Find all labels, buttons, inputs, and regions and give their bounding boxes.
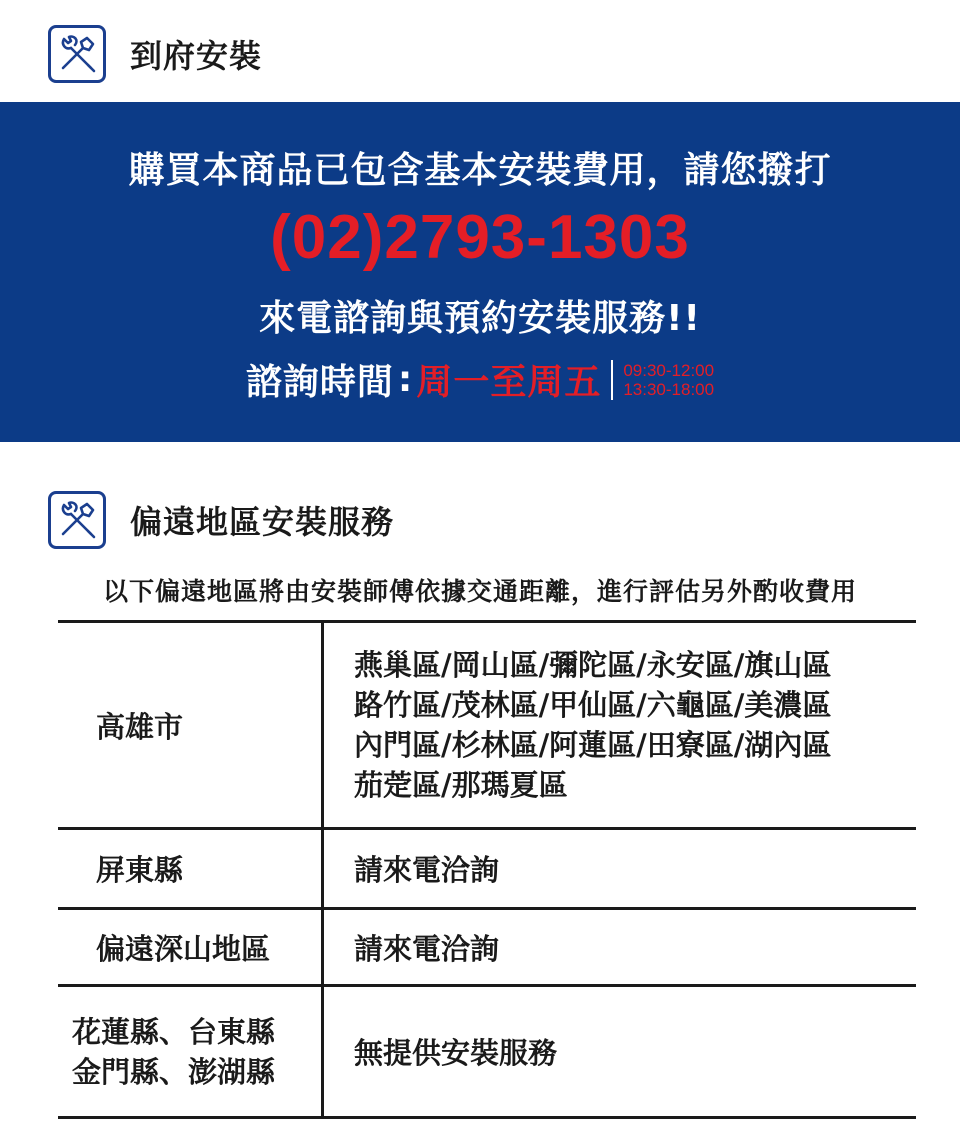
remote-area-header <box>48 488 394 552</box>
hours-colon: : <box>397 359 413 400</box>
region-name: 屏東縣 <box>96 853 184 887</box>
region-name: 高雄市 <box>96 709 184 744</box>
tools-icon <box>48 25 106 83</box>
detail-line: 無提供安裝服務 <box>354 1036 558 1070</box>
contact-banner <box>0 102 960 442</box>
hours-times <box>623 361 714 399</box>
remote-area-intro: 以下偏遠地區將由安裝師傅依據交通距離，進行評估另外酌收費用 <box>102 577 857 606</box>
detail-cell <box>324 830 916 907</box>
region-name: 花蓮縣、台東縣 <box>72 1014 276 1049</box>
hours-days: 周一至周五 <box>416 362 602 403</box>
detail-line: 燕巢區/岡山區/彌陀區/永安區/旗山區 <box>354 648 832 682</box>
hours-divider <box>611 360 613 400</box>
hours-label: 諮詢時間 <box>245 362 394 403</box>
table-row <box>58 827 916 907</box>
detail-line: 茄萣區/那瑪夏區 <box>354 768 568 802</box>
remote-area-table <box>58 620 916 1119</box>
service-hours <box>0 354 960 405</box>
section-title: 偏遠地區安裝服務 <box>130 503 395 541</box>
tools-icon <box>48 491 106 549</box>
phone-number[interactable]: (02)2793-1303 <box>270 203 690 272</box>
hours-time-morning: 09:30-12:00 <box>623 360 715 380</box>
detail-line: 請來電洽詢 <box>354 931 500 966</box>
table-row <box>58 620 916 827</box>
detail-cell <box>324 987 916 1116</box>
region-cell <box>58 830 324 907</box>
detail-cell <box>324 910 916 984</box>
detail-line: 請來電洽詢 <box>354 853 500 887</box>
region-name: 偏遠深山地區 <box>96 931 271 966</box>
detail-line: 路竹區/茂林區/甲仙區/六龜區/美濃區 <box>354 688 832 722</box>
page-title: 到府安裝 <box>130 37 263 75</box>
banner-cta: 來電諮詢與預約安裝服務!! <box>259 298 701 339</box>
region-name: 金門縣、澎湖縣 <box>72 1054 276 1089</box>
hours-time-afternoon: 13:30-18:00 <box>623 379 715 399</box>
install-header <box>48 22 262 86</box>
table-row <box>58 984 916 1119</box>
detail-cell <box>324 623 916 827</box>
detail-line: 內門區/杉林區/阿蓮區/田寮區/湖內區 <box>354 728 832 762</box>
banner-intro: 購買本商品已包含基本安裝費用，請您撥打 <box>128 150 832 191</box>
table-row <box>58 907 916 984</box>
region-cell <box>58 987 324 1116</box>
region-cell <box>58 623 324 827</box>
region-cell <box>58 910 324 984</box>
